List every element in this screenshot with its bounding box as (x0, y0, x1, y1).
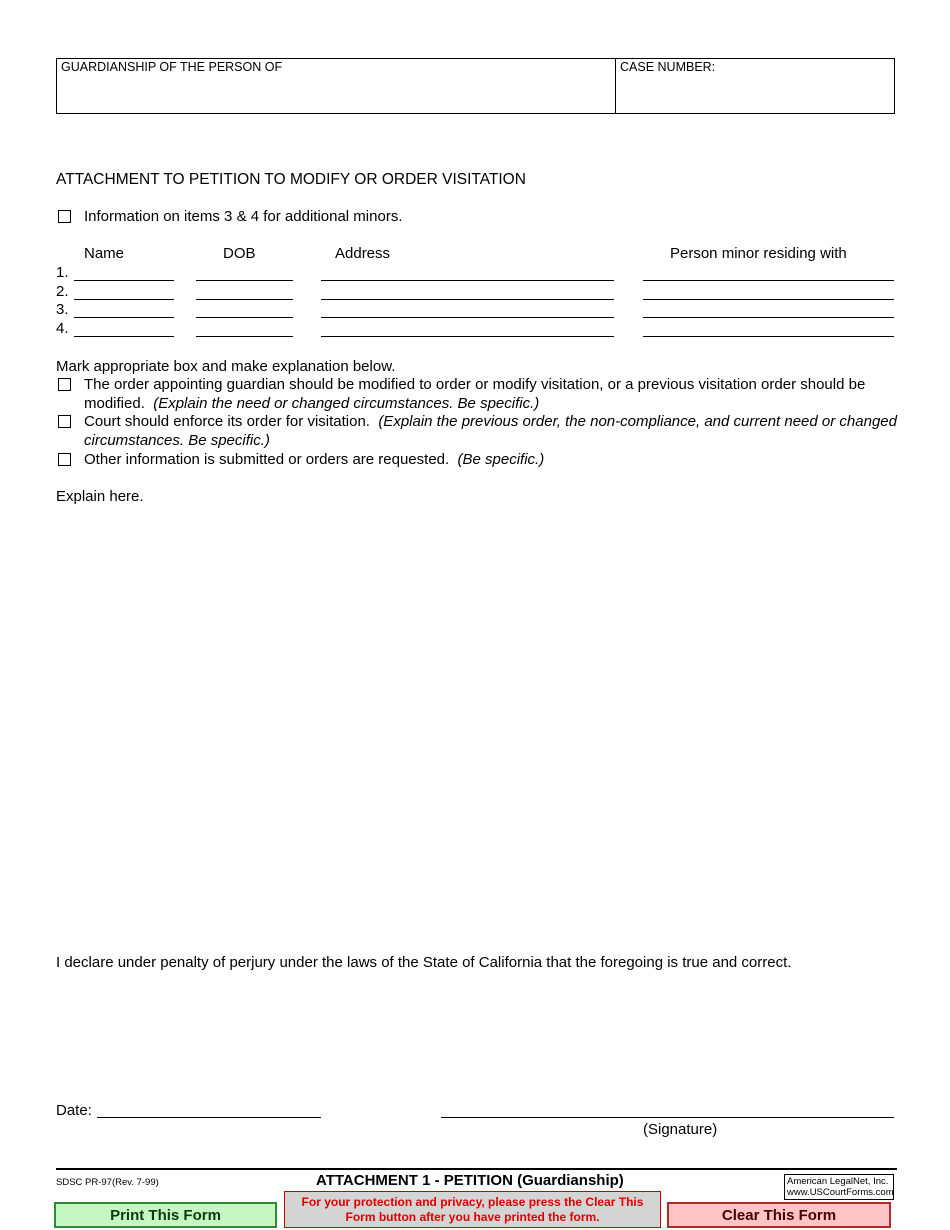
publisher-name: American LegalNet, Inc. (787, 1176, 889, 1187)
option-2-plain: Court should enforce its order for visitation. (84, 413, 370, 430)
row-4-name-field[interactable] (74, 336, 174, 337)
row-number: 3. (56, 301, 69, 318)
option-1-instructions: (Explain the need or changed circumstances. Be specific.) (153, 395, 540, 412)
option-2-line-1 (84, 412, 897, 431)
footer-form-title: ATTACHMENT 1 - PETITION (Guardianship) (316, 1172, 624, 1189)
person-of-input[interactable] (61, 81, 613, 111)
explain-label: Explain here. (56, 488, 144, 505)
option-3-instructions: (Be specific.) (457, 451, 545, 468)
row-number: 1. (56, 264, 69, 281)
print-form-button[interactable]: Print This Form (54, 1202, 277, 1228)
column-address-header: Address (335, 245, 391, 262)
row-1-residing-field[interactable] (643, 280, 894, 281)
row-4-dob-field[interactable] (196, 336, 293, 337)
row-number: 4. (56, 320, 69, 337)
option-3-line-1 (84, 450, 544, 469)
row-2-dob-field[interactable] (196, 299, 293, 300)
case-number-input[interactable] (620, 81, 892, 111)
signature-label: (Signature) (643, 1121, 718, 1138)
mark-instructions: Mark appropriate box and make explanation below. (56, 358, 396, 375)
form-title: ATTACHMENT TO PETITION TO MODIFY OR ORDER VISITATION (56, 171, 526, 188)
caption-divider (615, 59, 616, 113)
row-3-dob-field[interactable] (196, 317, 293, 318)
row-2-name-field[interactable] (74, 299, 174, 300)
row-1-dob-field[interactable] (196, 280, 293, 281)
publisher-box (784, 1174, 894, 1200)
row-3-address-field[interactable] (321, 317, 614, 318)
additional-minors-label: Information on items 3 & 4 for additional minors. (84, 208, 403, 225)
option-3-plain: Other information is submitted or orders are requested. (84, 451, 450, 468)
row-3-residing-field[interactable] (643, 317, 894, 318)
case-number-label: CASE NUMBER: (620, 60, 716, 74)
row-1-name-field[interactable] (74, 280, 174, 281)
column-dob-header: DOB (223, 245, 256, 262)
option-2-instructions: (Explain the previous order, the non-compliance, and current need or changed (378, 413, 897, 430)
column-name-header: Name (84, 245, 125, 262)
row-4-residing-field[interactable] (643, 336, 894, 337)
signature-line[interactable] (441, 1117, 894, 1118)
row-number: 2. (56, 283, 69, 300)
modify-order-checkbox[interactable] (58, 378, 71, 391)
column-residing-header: Person minor residing with (670, 245, 847, 262)
option-1-line-2 (84, 394, 539, 413)
row-4-address-field[interactable] (321, 336, 614, 337)
row-2-address-field[interactable] (321, 299, 614, 300)
form-code: SDSC PR-97(Rev. 7-99) (56, 1177, 159, 1188)
option-1-plain: modified. (84, 395, 145, 412)
publisher-url: www.USCourtForms.com (787, 1187, 894, 1198)
caption-box (56, 58, 895, 114)
explanation-textarea[interactable] (56, 510, 898, 934)
option-2-line-2: circumstances. Be specific.) (84, 432, 270, 449)
date-label: Date: (56, 1102, 92, 1119)
row-1-address-field[interactable] (321, 280, 614, 281)
row-2-residing-field[interactable] (643, 299, 894, 300)
row-3-name-field[interactable] (74, 317, 174, 318)
enforce-order-checkbox[interactable] (58, 415, 71, 428)
other-information-checkbox[interactable] (58, 453, 71, 466)
person-of-label: GUARDIANSHIP OF THE PERSON OF (61, 60, 283, 74)
declaration-text: I declare under penalty of perjury under the laws of the State of California that the foregoing is true and correct. (56, 954, 792, 971)
date-field[interactable] (97, 1117, 321, 1118)
option-1-line-1: The order appointing guardian should be modified to order or modify visitation, or a previous visitation order should be (84, 376, 866, 393)
privacy-notice: For your protection and privacy, please press the Clear This Form button after you have printed the form. (284, 1191, 661, 1228)
clear-form-button[interactable]: Clear This Form (667, 1202, 891, 1228)
footer-rule (56, 1168, 897, 1170)
additional-minors-checkbox[interactable] (58, 210, 71, 223)
